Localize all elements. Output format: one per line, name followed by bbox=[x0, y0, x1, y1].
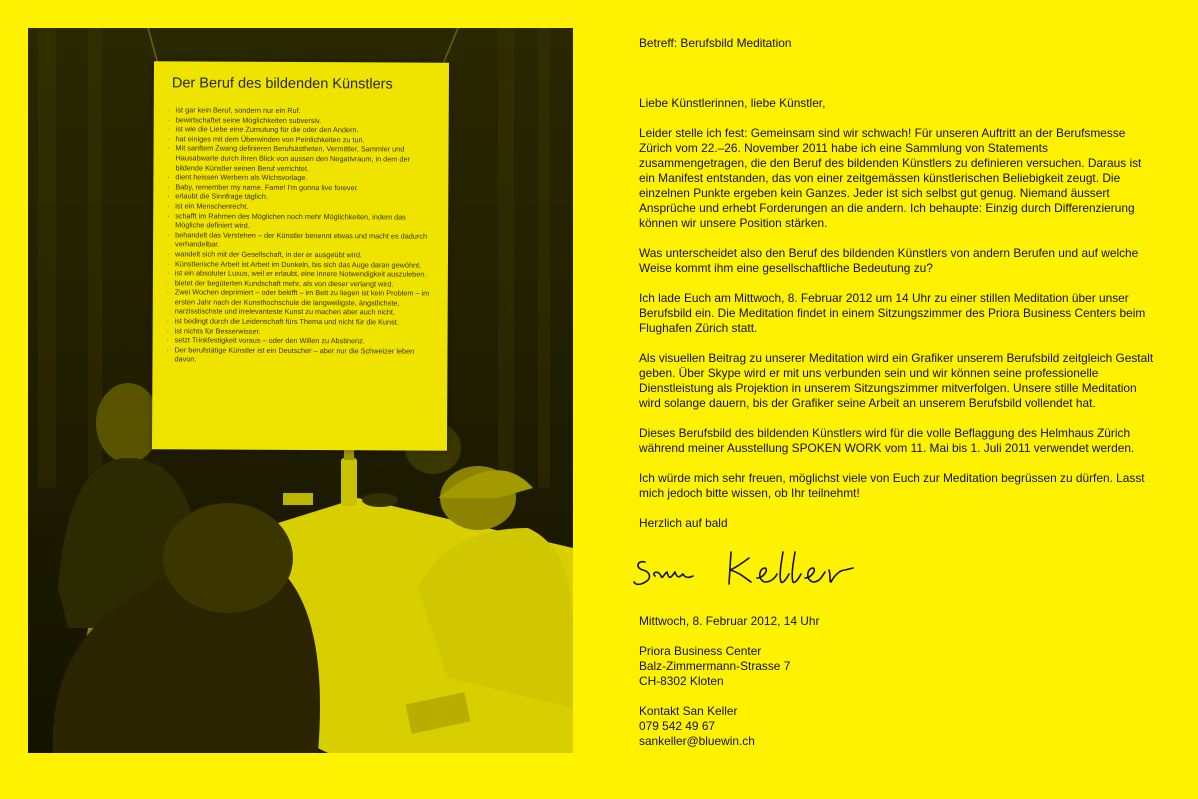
letter-salutation: Liebe Künstlerinnen, liebe Künstler, bbox=[639, 96, 826, 110]
signature-drawing bbox=[631, 548, 871, 592]
letter-paragraph-5: Dieses Berufsbild des bildenden Künstlers wird für die volle Beflaggung des Helmhaus Zürich während meiner Ausstellung SPOKEN WORK vom 11. Mai bis 1. Juli 2011 verwendet werden. bbox=[639, 426, 1135, 455]
letter-subject: Betreff: Berufsbild Meditation bbox=[639, 36, 792, 50]
banner-item: · ist ein Menschenrecht. bbox=[167, 201, 435, 212]
letter-paragraph-2: Was unterscheidet also den Beruf des bildenden Künstlers von andern Berufen und auf welche Weise kommt ihm eine gesellschaftliche Bedeutung zu? bbox=[639, 246, 1139, 275]
banner-item: · Künstlerische Arbeit ist Arbeit im Dunkeln, bis sich das Auge daran gewöhnt. bbox=[167, 259, 435, 270]
venue-name: Priora Business Center bbox=[639, 644, 762, 658]
venue-address bbox=[639, 644, 1039, 689]
banner-list bbox=[166, 105, 435, 365]
banner-item: · ist ein absoluter Luxus, weil er erlaubt, eine innere Notwendigkeit auszuleben. bbox=[167, 268, 435, 279]
contact-phone: 079 542 49 67 bbox=[639, 719, 716, 733]
banner-title: Der Beruf des bildenden Künstlers bbox=[171, 75, 393, 93]
banner-item: · behandelt das Verstehen – der Künstler benennt etwas und macht es dadurch verhandelbar. bbox=[167, 230, 435, 251]
venue-street: Balz-Zimmermann-Strasse 7 bbox=[639, 659, 791, 673]
letter-paragraph-6: Ich würde mich sehr freuen, möglichst viele von Euch zur Meditation begrüssen zu dürfen. Lasst mich jedoch bitte wissen, ob Ihr teilnehmt! bbox=[639, 471, 1145, 500]
banner-item: · schafft im Rahmen des Möglichen noch mehr Möglichkeiten, indem das Mögliche definiert wird. bbox=[167, 211, 435, 232]
banner-item: · erlaubt die Sinnfrage täglich. bbox=[167, 192, 435, 203]
banner-item: · dient heissen Werbern als Wichsvorlage. bbox=[167, 172, 435, 183]
banner-item: · Zwei Wochen deprimiert – oder bekifft – im Bett zu liegen ist kein Problem – im ersten Jahr nach der Kunsthochschule die langweiligste, ängstlichste, narzisstischste und irrelevanteste Kunst zu machen aber auch nicht. bbox=[167, 288, 435, 318]
letter-paragraph-3: Ich lade Euch am Mittwoch, 8. Februar 2012 um 14 Uhr zu einer stillen Meditation über unser Berufsbild ein. Die Meditation findet in einem Sitzungszimmer des Priora Business Centers beim Flughafen Zürich statt. bbox=[639, 291, 1146, 335]
banner-item: · bietet der begüterten Kundschaft mehr, als von dieser verlangt wird. bbox=[167, 278, 435, 289]
banner-item: · ist gar kein Beruf, sondern nur ein Ruf. bbox=[168, 105, 436, 116]
event-datetime: Mittwoch, 8. Februar 2012, 14 Uhr bbox=[639, 614, 820, 628]
manifest-banner bbox=[152, 61, 449, 451]
contact-block bbox=[639, 704, 1039, 749]
signature bbox=[631, 548, 871, 597]
banner-item: · Baby, remember my name. Fame! I'm gonna live forever. bbox=[167, 182, 435, 193]
letter-paragraph-4: Als visuellen Beitrag zu unserer Meditation wird ein Grafiker unserem Berufsbild zeitgleich Gestalt geben. Über Skype wird er mit uns verbunden sein und wir können seine professionelle Dienstleistung als Projektion in unserem Sitzungszimmer mitverfolgen. Unsere stille Meditation wird solange dauern, bis der Grafiker seine Arbeit an unserem Berufsbild vollendet hat. bbox=[639, 351, 1154, 410]
letter-paragraph-1: Leider stelle ich fest: Gemeinsam sind wir schwach! Für unseren Auftritt an der Berufsmesse Zürich vom 22.–26. November 2011 habe ich eine Sammlung von Statements zusammengetragen, die den Beruf des bildenden Künstlers zu definieren versuchen. Daraus ist ein Manifest entstanden, das von einer zeitgemässen künstlerischen Beliebigkeit zeugt. Die einzelnen Punkte ergeben kein Ganzes. Jeder ist sich selbst gut genug. Niemand äussert Ansprüche und erhebt Forderungen an die andern. Ich behaupte: Einzig durch Differenzierung können wir unsere Position stärken. bbox=[639, 126, 1142, 230]
banner-item: · wandelt sich mit der Gesellschaft, in der er ausgeübt wird. bbox=[167, 249, 435, 260]
banner-item: · bewirtschaftet seine Möglichkeiten subversiv. bbox=[168, 115, 436, 126]
contact-email[interactable]: sankeller@bluewin.ch bbox=[639, 734, 755, 748]
banner-item: · ist wie die Liebe eine Zumutung für die oder den Andern. bbox=[168, 124, 436, 135]
venue-city: CH-8302 Kloten bbox=[639, 674, 724, 688]
letter-body bbox=[639, 36, 1159, 531]
banner-item: · ist nichts für Besserwisser. bbox=[167, 326, 435, 337]
banner-item: · hat einiges mit dem Überwinden von Peinlichkeiten zu tun. bbox=[168, 134, 436, 145]
contact-label: Kontakt San Keller bbox=[639, 704, 738, 718]
letter-closing: Herzlich auf bald bbox=[639, 516, 728, 530]
banner-item: · Mit sanftem Zwang definieren Berufsästheten, Vermittler, Sammler und Hausabwarte durch ihren Blick von aussen den Negativraum, in dem der bildende Künstler seinen Beruf verrichtet. bbox=[167, 144, 435, 174]
banner-item: · setzt Trinkfestigkeit voraus – oder den Willen zu Abstinenz. bbox=[167, 336, 435, 347]
workshop-photo bbox=[28, 28, 573, 753]
banner-item: · Der berufstätige Künstler ist ein Deutscher – aber nur die Schweizer leben davon. bbox=[166, 345, 434, 366]
banner-item: · ist bedingt durch die Leidenschaft fürs Thema und nicht für die Kunst. bbox=[167, 316, 435, 327]
event-details bbox=[639, 614, 1039, 764]
